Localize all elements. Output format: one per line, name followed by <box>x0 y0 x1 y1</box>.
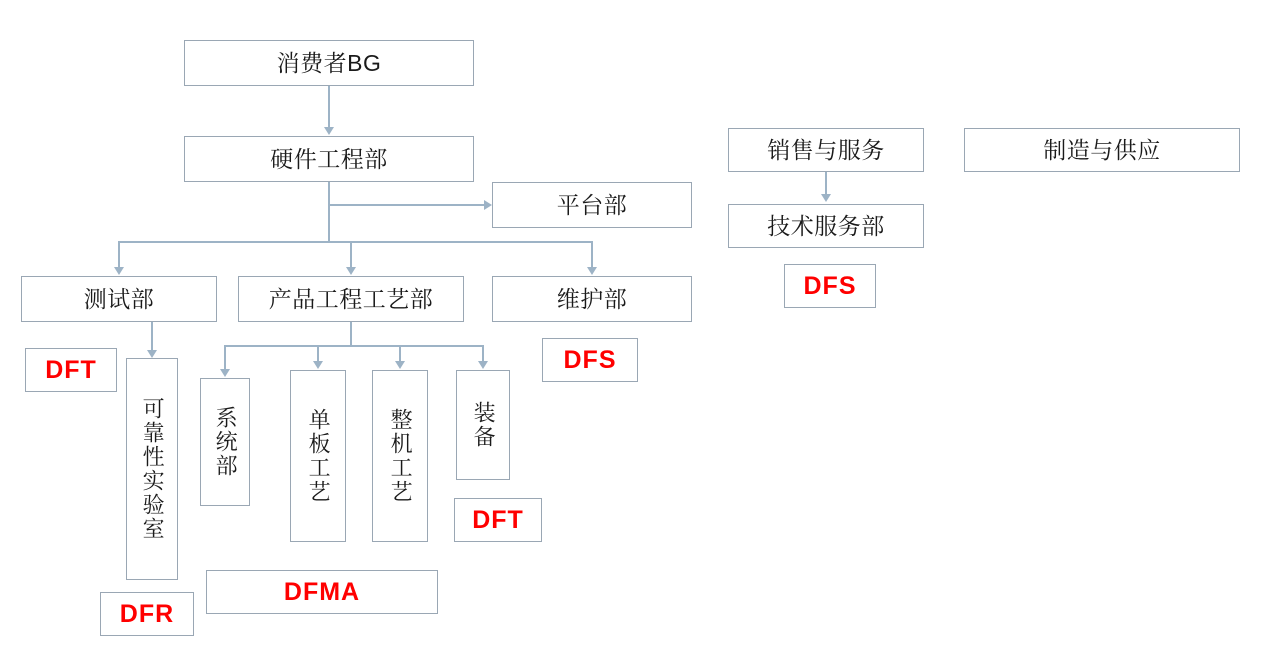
node-label: 维护部 <box>556 285 628 312</box>
node-manufacturing-and-supply[interactable] <box>964 128 1240 172</box>
node-label: DFMA <box>283 577 361 606</box>
node-label: DFT <box>472 505 524 534</box>
node-label: DFS <box>563 345 617 374</box>
node-label: 整机工艺 <box>388 408 414 504</box>
node-label: 平台部 <box>556 191 628 218</box>
node-test-dept[interactable] <box>21 276 217 322</box>
node-label: 单板工艺 <box>306 408 332 504</box>
node-equipment[interactable] <box>456 370 510 480</box>
node-label: 装备 <box>471 401 497 449</box>
node-label: 消费者BG <box>276 49 382 76</box>
arrowhead-maintenance <box>587 267 597 275</box>
arrowhead-test <box>114 267 124 275</box>
node-dfr[interactable] <box>100 592 194 636</box>
arrowhead-hardware <box>324 127 334 135</box>
arrowhead-reliability <box>147 350 157 358</box>
node-machine-process[interactable] <box>372 370 428 542</box>
node-label: DFT <box>45 355 97 384</box>
edge-test-reliability <box>151 322 153 352</box>
edge-bus-product <box>350 241 352 269</box>
node-sales-and-service[interactable] <box>728 128 924 172</box>
edge-consumerbg-hardware <box>328 86 330 128</box>
edge-product-bus <box>224 345 482 347</box>
edge-product-stem <box>350 322 352 346</box>
node-label: 硬件工程部 <box>270 145 388 172</box>
arrowhead-equipment <box>478 361 488 369</box>
node-dfma[interactable] <box>206 570 438 614</box>
node-dfs-maintenance[interactable] <box>542 338 638 382</box>
edge-bus-maintenance <box>591 241 593 269</box>
node-label: 制造与供应 <box>1043 136 1161 163</box>
node-label: 测试部 <box>83 285 155 312</box>
node-label: 销售与服务 <box>767 136 885 163</box>
node-product-engineering-process-dept[interactable] <box>238 276 464 322</box>
node-label: DFR <box>119 599 175 628</box>
node-label: DFS <box>803 271 857 300</box>
edge-bus-system <box>224 345 226 371</box>
node-label: 可靠性实验室 <box>140 397 166 541</box>
edge-hardware-bus-stem <box>328 204 330 242</box>
node-label: 系统部 <box>213 406 239 478</box>
node-maintenance-dept[interactable] <box>492 276 692 322</box>
node-consumer-bg[interactable] <box>184 40 474 86</box>
arrowhead-system <box>220 369 230 377</box>
edge-bus-test <box>118 241 120 269</box>
node-system-dept[interactable] <box>200 378 250 506</box>
arrowhead-machine <box>395 361 405 369</box>
node-dft-test[interactable] <box>25 348 117 392</box>
arrowhead-tech-service <box>821 194 831 202</box>
edge-hardware-stem <box>328 182 330 204</box>
arrowhead-product <box>346 267 356 275</box>
edge-hardware-platform-h <box>328 204 486 206</box>
node-label: 技术服务部 <box>767 212 885 239</box>
node-platform-dept[interactable] <box>492 182 692 228</box>
edge-sales-tech <box>825 172 827 196</box>
node-dft-process[interactable] <box>454 498 542 542</box>
node-reliability-lab[interactable] <box>126 358 178 580</box>
edge-hardware-bus <box>118 241 592 243</box>
arrowhead-board <box>313 361 323 369</box>
node-technical-service-dept[interactable] <box>728 204 924 248</box>
node-hardware-engineering[interactable] <box>184 136 474 182</box>
arrowhead-platform <box>484 200 492 210</box>
node-board-process[interactable] <box>290 370 346 542</box>
node-label: 产品工程工艺部 <box>268 285 434 312</box>
node-dfs-service[interactable] <box>784 264 876 308</box>
